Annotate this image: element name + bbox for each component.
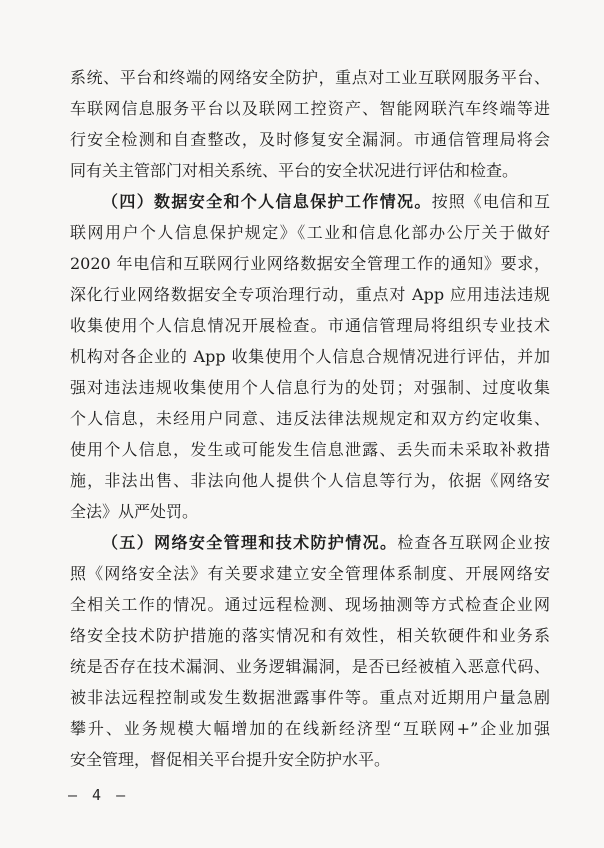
text-line: 联网用户个人信息保护规定》《工业和信息化部办公厅关于做好 <box>70 223 550 242</box>
section-5-first-line <box>70 527 550 558</box>
text-line: 统是否存在技术漏洞、业务逻辑漏洞，是否已经被植入恶意代码、 <box>70 657 550 676</box>
text-line: 施，非法出售、非法向他人提供个人信息等行为，依据《网络安 <box>70 471 550 490</box>
text-line: 全法》从严处罚。 <box>70 502 199 521</box>
text-line: 安全管理，督促相关平台提升安全防护水平。 <box>70 750 391 769</box>
text-line: 机构对各企业的 App 收集使用个人信息合规情况进行评估，并加 <box>70 347 550 366</box>
page-number: – 4 – <box>68 786 129 804</box>
section-5-heading: （五）网络安全管理和技术防护情况。 <box>102 533 398 552</box>
text-line: 行安全检测和自查整改，及时修复安全漏洞。市通信管理局将会 <box>70 130 550 149</box>
text-line: 使用个人信息，发生或可能发生信息泄露、丢失而未采取补救措 <box>70 440 550 459</box>
section-4-first-line-rest: 按照《电信和互 <box>431 192 550 211</box>
section-4-first-line <box>70 186 550 217</box>
text-line: 系统、平台和终端的网络安全防护，重点对工业互联网服务平台、 <box>70 68 550 87</box>
text-line: 个人信息，未经用户同意、违反法律法规规定和双方约定收集、 <box>70 409 550 428</box>
text-line: 络安全技术防护措施的落实情况和有效性，相关软硬件和业务系 <box>70 626 550 645</box>
text-line: 2020 年电信和互联网行业网络数据安全管理工作的通知》要求， <box>70 254 550 273</box>
text-line: 深化行业网络数据安全专项治理行动，重点对 App 应用违法违规 <box>70 285 550 304</box>
text-line: 收集使用个人信息情况开展检查。市通信管理局将组织专业技术 <box>70 316 550 335</box>
text-line: 全相关工作的情况。通过远程检测、现场抽测等方式检查企业网 <box>70 595 550 614</box>
text-line: 同有关主管部门对相关系统、平台的安全状况进行评估和检查。 <box>70 161 519 180</box>
body-text <box>70 62 550 775</box>
text-line: 车联网信息服务平台以及联网工控资产、智能网联汽车终端等进 <box>70 99 550 118</box>
text-line: 被非法远程控制或发生数据泄露事件等。重点对近期用户量急剧 <box>70 688 550 707</box>
text-line: 强对违法违规收集使用个人信息行为的处罚；对强制、过度收集 <box>70 378 550 397</box>
section-4-heading: （四）数据安全和个人信息保护工作情况。 <box>102 192 432 211</box>
section-5-first-line-rest: 检查各互联网企业按 <box>397 533 550 552</box>
text-line: 照《网络安全法》有关要求建立安全管理体系制度、开展网络安 <box>70 564 550 583</box>
text-line: 攀升、业务规模大幅增加的在线新经济型“互联网+”企业加强 <box>70 719 550 738</box>
